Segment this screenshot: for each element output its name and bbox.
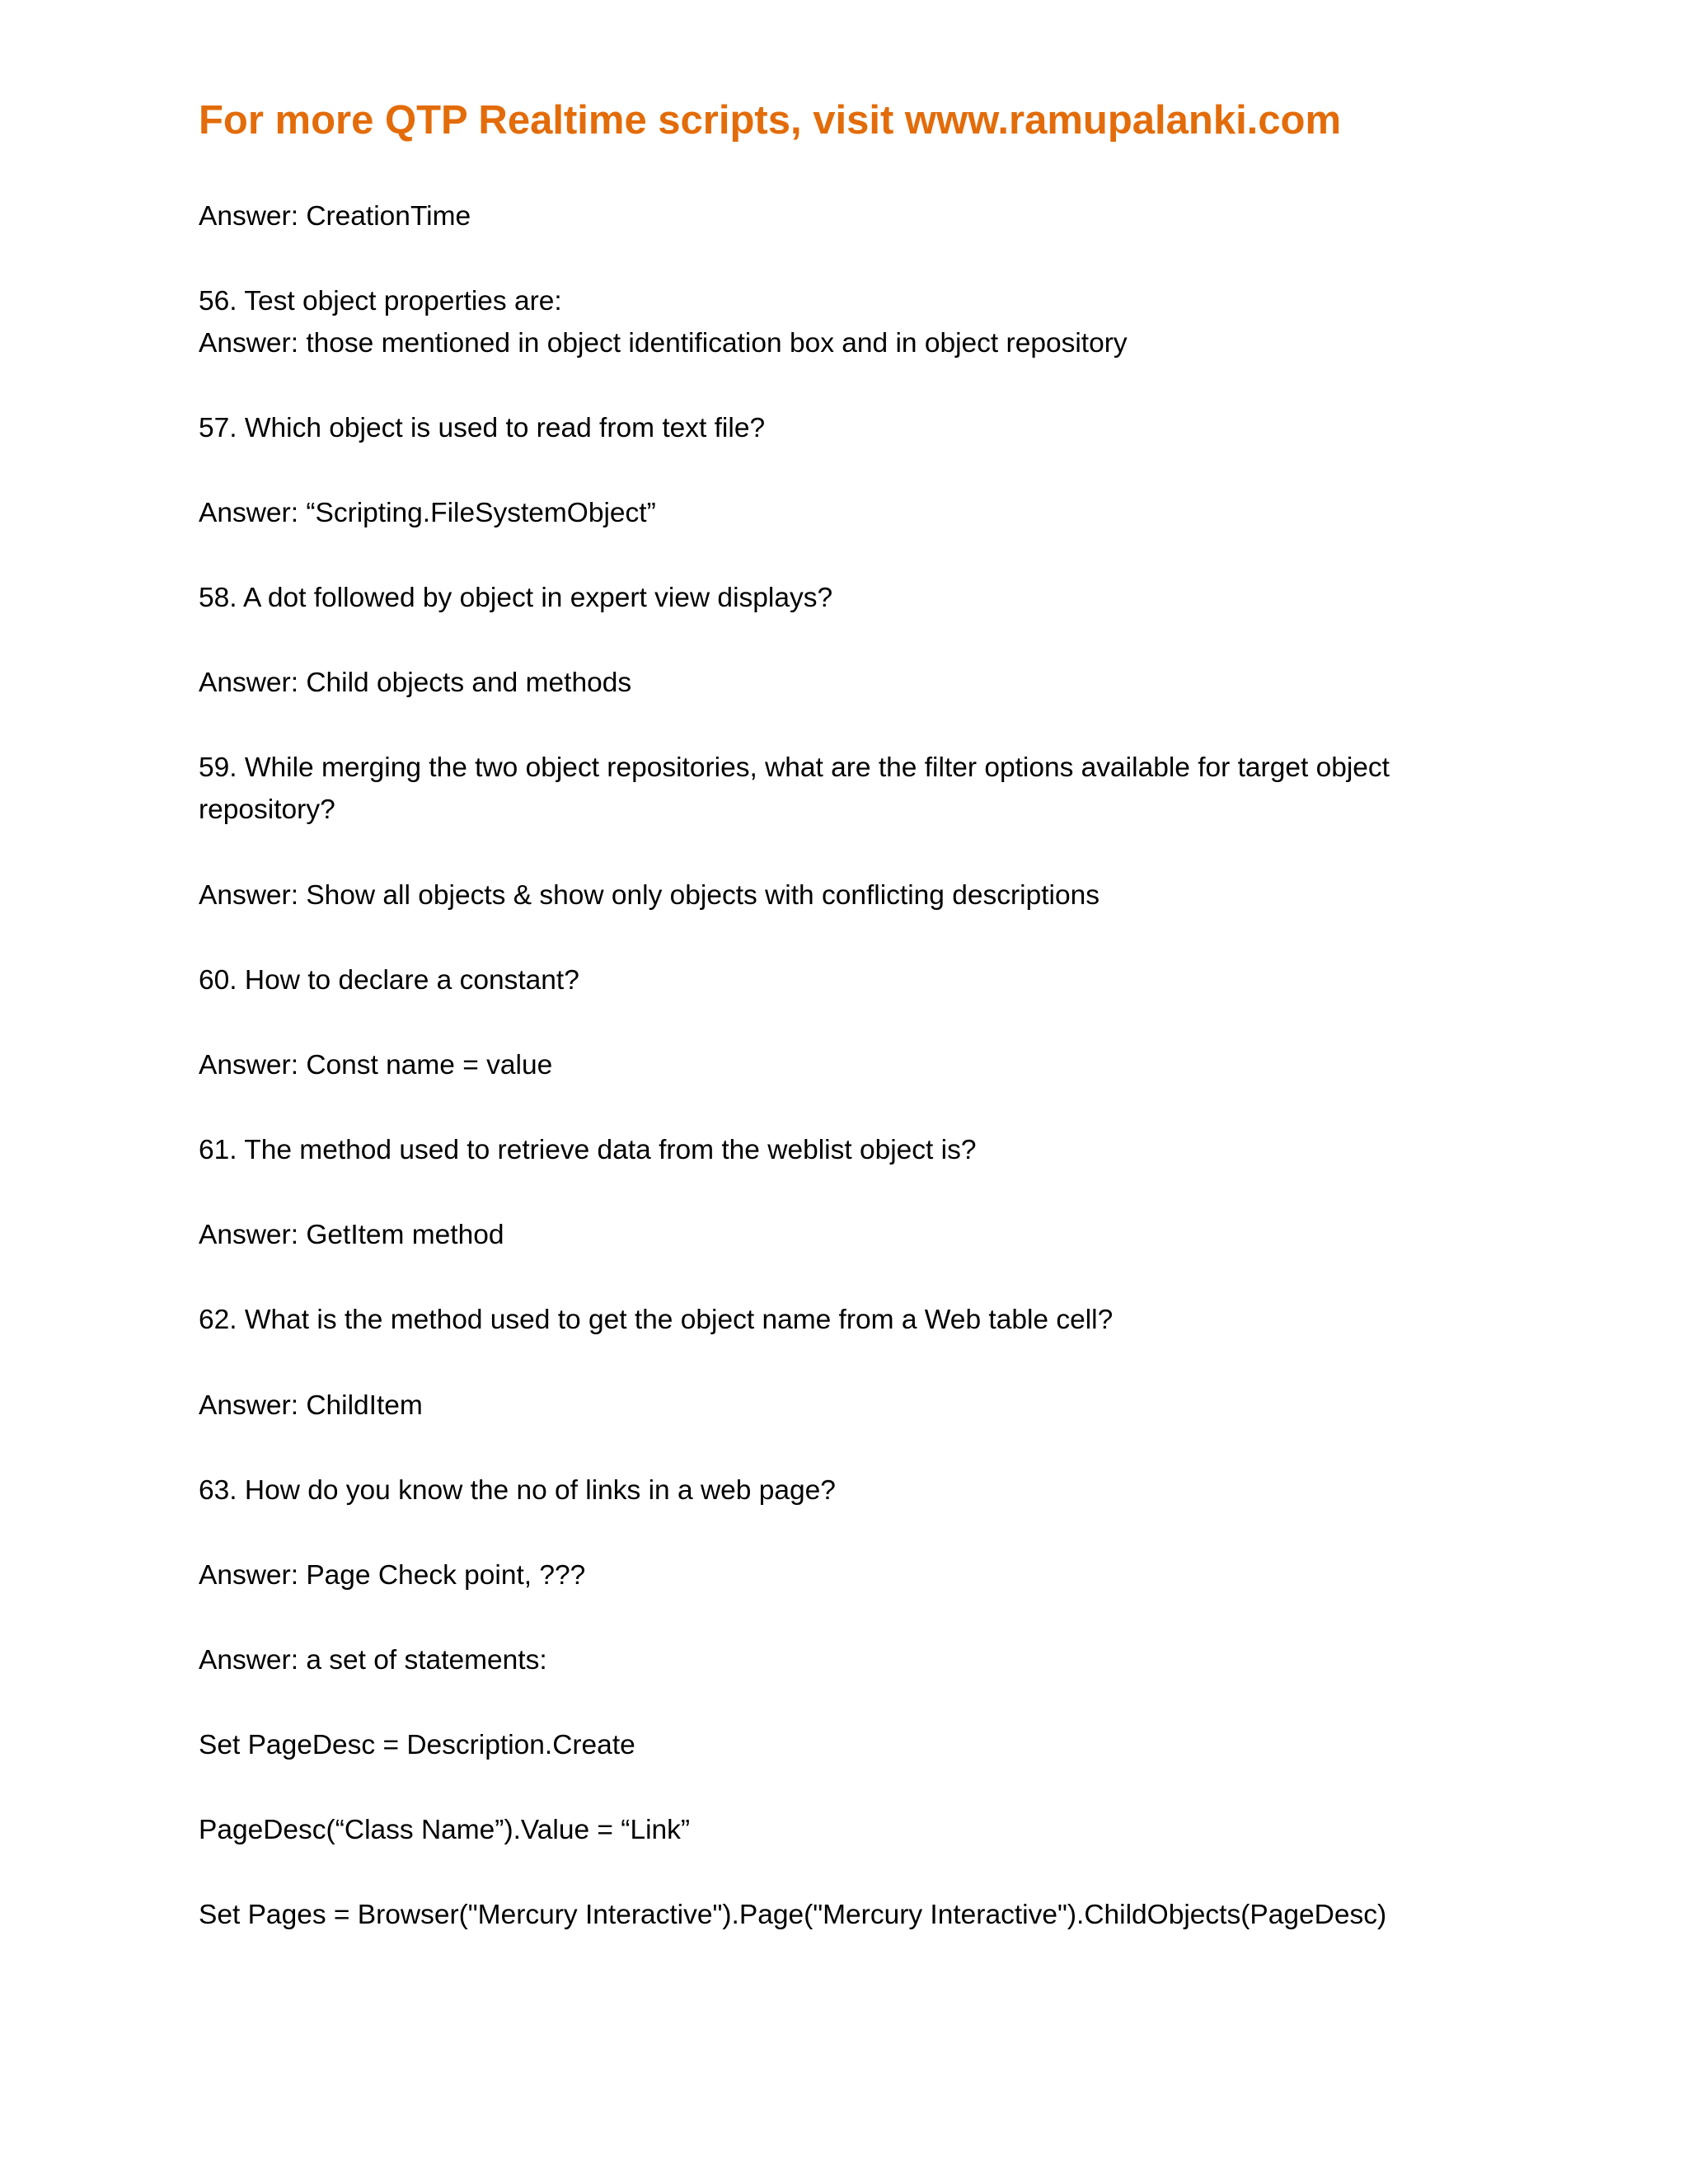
question-61: 61. The method used to retrieve data from the weblist object is? — [199, 1135, 977, 1165]
question-59-line-2: repository? — [199, 794, 335, 825]
question-56: 56. Test object properties are: — [199, 286, 562, 316]
answer-63-part-1: Answer: Page Check point, ??? — [199, 1560, 586, 1591]
question-59-line-1: 59. While merging the two object repositories, what are the filter options available for target object — [199, 752, 1390, 783]
answer-55: Answer: CreationTime — [199, 201, 471, 232]
answer-61: Answer: GetItem method — [199, 1220, 504, 1250]
answer-62: Answer: ChildItem — [199, 1390, 423, 1421]
answer-58: Answer: Child objects and methods — [199, 668, 632, 698]
code-line-3: Set Pages = Browser("Mercury Interactive").Page("Mercury Interactive").ChildObjects(PageDesc) — [199, 1900, 1387, 1930]
question-62: 62. What is the method used to get the object name from a Web table cell? — [199, 1305, 1114, 1335]
answer-57: Answer: “Scripting.FileSystemObject” — [199, 498, 656, 528]
code-line-1: Set PageDesc = Description.Create — [199, 1730, 635, 1760]
question-63: 63. How do you know the no of links in a web page? — [199, 1475, 836, 1506]
question-57: 57. Which object is used to read from text file? — [199, 413, 766, 443]
site-promo-heading: For more QTP Realtime scripts, visit www.ramupalanki.com — [199, 98, 1342, 143]
code-line-2: PageDesc(“Class Name”).Value = “Link” — [199, 1815, 691, 1845]
answer-63-part-2: Answer: a set of statements: — [199, 1645, 547, 1675]
answer-59: Answer: Show all objects & show only objects with conflicting descriptions — [199, 880, 1100, 911]
answer-60: Answer: Const name = value — [199, 1050, 553, 1080]
answer-56: Answer: those mentioned in object identification box and in object repository — [199, 328, 1128, 359]
question-60: 60. How to declare a constant? — [199, 965, 579, 996]
question-58: 58. A dot followed by object in expert view displays? — [199, 583, 833, 613]
